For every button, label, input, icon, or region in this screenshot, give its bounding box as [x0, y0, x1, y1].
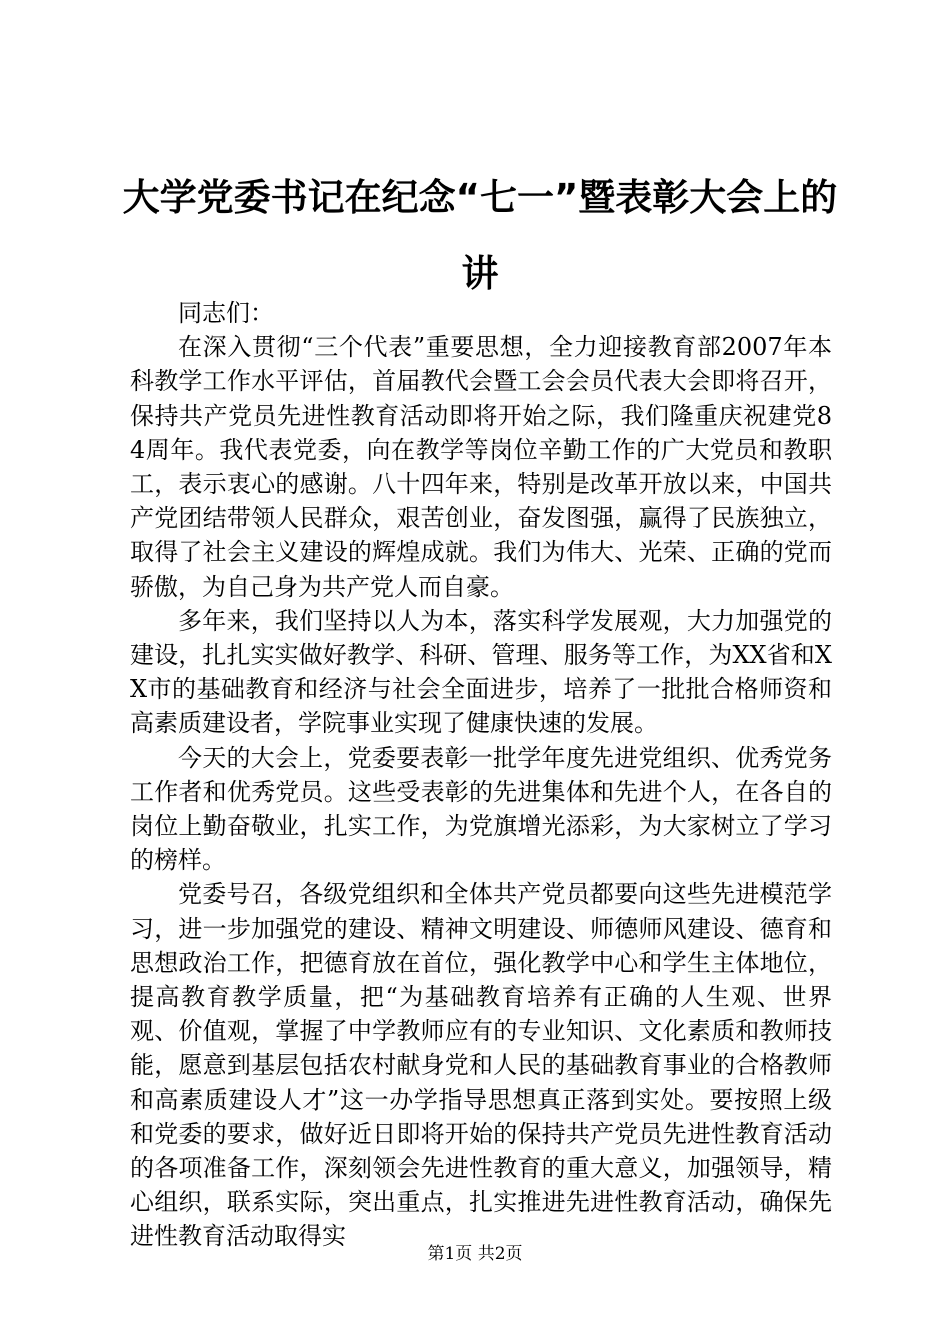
- salutation: 同志们：: [178, 299, 274, 327]
- paragraph-4: 党委号召，各级党组织和全体共产党员都要向这些先进模范学习，进一步加强党的建设、精神文明建设、师德师风建设、德育和思想政治工作，把德育放在首位，强化教学中心和学生主体地位，提高教育教学质量，把“为基础教育培养有正确的人生观、世界观、价值观，掌握了中学教师应有的专业知识、文化素质和教师技能，愿意到基层包括农村献身党和人民的基础教育事业的合格教师和高素质建设人才”这一办学指导思想真正落到实处。要按照上级和党委的要求，做好近日即将开始的保持共产党员先进性教育活动的各项准备工作，深刻领会先进性教育的重大意义，加强领导，精心组织，联系实际，突出重点，扎实推进先进性教育活动，确保先进性教育活动取得实: [130, 880, 832, 1251]
- document-body: [130, 296, 832, 1254]
- document-title: 大学党委书记在纪念“七一”暨表彰大会上的讲: [122, 176, 838, 295]
- paragraph-1: 在深入贯彻“三个代表”重要思想，全力迎接教育部2007年本科教学工作水平评估，首届教代会暨工会会员代表大会即将召开，保持共产党员先进性教育活动即将开始之际，我们隆重庆祝建党84周年。我代表党委，向在教学等岗位辛勤工作的广大党员和教职工，表示衷心的感谢。八十四年来，特别是改革开放以来，中国共产党团结带领人民群众，艰苦创业，奋发图强，赢得了民族独立，取得了社会主义建设的辉煌成就。我们为伟大、光荣、正确的党而骄傲，为自己身为共产党人而自豪。: [130, 333, 832, 601]
- page-footer: 第1页 共2页: [427, 1244, 523, 1264]
- paragraph-2: 多年来，我们坚持以人为本，落实科学发展观，大力加强党的建设，扎扎实实做好教学、科研、管理、服务等工作，为XX省和XX市的基础教育和经济与社会全面进步，培养了一批批合格师资和高素质建设者，学院事业实现了健康快速的发展。: [130, 606, 832, 738]
- paragraph-3: 今天的大会上，党委要表彰一批学年度先进党组织、优秀党务工作者和优秀党员。这些受表彰的先进集体和先进个人，在各自的岗位上勤奋敬业，扎实工作，为党旗增光添彩，为大家树立了学习的榜样。: [130, 743, 832, 875]
